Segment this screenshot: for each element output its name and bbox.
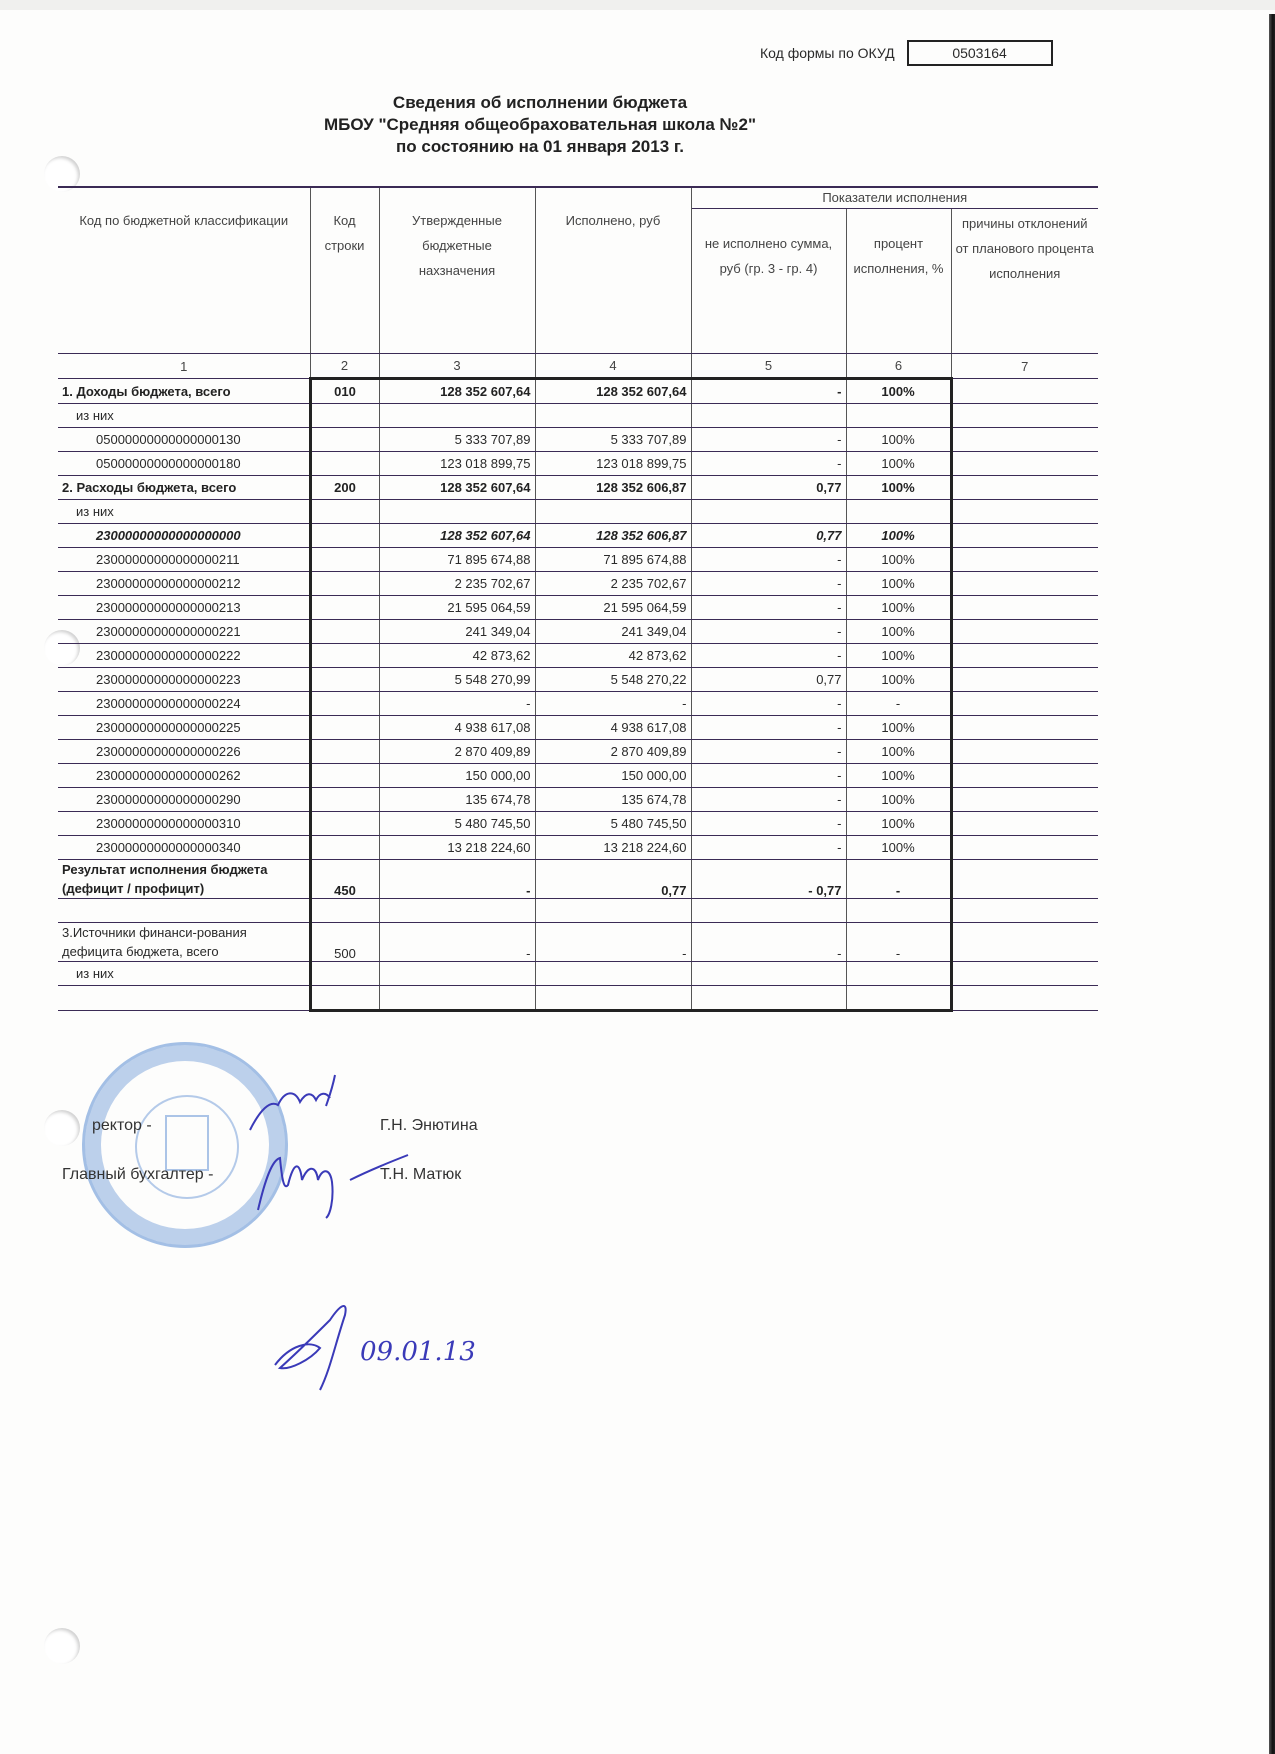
cell-line [310, 548, 379, 572]
table-row [58, 500, 1098, 524]
cell-line [310, 788, 379, 812]
cell-executed: 21 595 064,59 [535, 596, 691, 620]
cell-reason [951, 692, 1098, 716]
cell-executed: 13 218 224,60 [535, 836, 691, 860]
cell-line [310, 452, 379, 476]
cell-line: 010 [310, 379, 379, 404]
cell-executed: 128 352 606,87 [535, 476, 691, 500]
cell-executed [535, 962, 691, 986]
director-label: ректор - [92, 1117, 152, 1134]
cell-executed: 128 352 607,64 [535, 379, 691, 404]
cell-name: из них [58, 962, 310, 986]
cell-reason [951, 788, 1098, 812]
cell-not-executed: 0,77 [691, 476, 846, 500]
cell-percent: 100% [846, 812, 951, 836]
cell-percent: 100% [846, 644, 951, 668]
cell-percent: 100% [846, 379, 951, 404]
cell-approved: 5 333 707,89 [379, 428, 535, 452]
cell-approved: 2 870 409,89 [379, 740, 535, 764]
cell-approved: 5 480 745,50 [379, 812, 535, 836]
cell-approved: - [379, 860, 535, 899]
cell-line [310, 692, 379, 716]
cell-percent: 100% [846, 596, 951, 620]
cell-approved: 21 595 064,59 [379, 596, 535, 620]
cell-executed: 0,77 [535, 860, 691, 899]
cell-name: 05000000000000000130 [58, 428, 310, 452]
cell-reason [951, 812, 1098, 836]
cell-line [310, 962, 379, 986]
accountant-signature [250, 1140, 410, 1220]
cell-name: 23000000000000000340 [58, 836, 310, 860]
table-row [58, 524, 1098, 548]
cell-percent [846, 986, 951, 1011]
colnum: 5 [691, 354, 846, 379]
cell-line [310, 899, 379, 923]
cell-executed: 5 480 745,50 [535, 812, 691, 836]
table-row [58, 452, 1098, 476]
cell-approved: 241 349,04 [379, 620, 535, 644]
cell-approved: 128 352 607,64 [379, 524, 535, 548]
cell-percent: 100% [846, 452, 951, 476]
cell-reason [951, 379, 1098, 404]
document-title [240, 92, 840, 158]
cell-executed: 42 873,62 [535, 644, 691, 668]
colnum: 7 [951, 354, 1098, 379]
header-row-1 [58, 187, 1098, 209]
cell-percent: 100% [846, 572, 951, 596]
cell-executed: 150 000,00 [535, 764, 691, 788]
okud-value: 0503164 [907, 40, 1053, 66]
cell-approved [379, 404, 535, 428]
cell-percent: - [846, 692, 951, 716]
cell-reason [951, 404, 1098, 428]
cell-reason [951, 644, 1098, 668]
cell-executed [535, 404, 691, 428]
cell-percent: 100% [846, 668, 951, 692]
handwritten-initials-date [260, 1290, 500, 1400]
table-row [58, 476, 1098, 500]
director-signature [240, 1070, 340, 1140]
cell-executed: 2 235 702,67 [535, 572, 691, 596]
cell-executed [535, 986, 691, 1011]
cell-not-executed: - [691, 788, 846, 812]
header-indicators-group: Показатели исполнения [691, 187, 1098, 209]
table-row [58, 788, 1098, 812]
cell-name: 23000000000000000212 [58, 572, 310, 596]
header-reasons: причины отклонений от планового процента исполнения [951, 209, 1098, 354]
cell-line [310, 428, 379, 452]
table-row [58, 548, 1098, 572]
okud-form-code [760, 40, 1053, 66]
cell-line [310, 740, 379, 764]
cell-name: 2. Расходы бюджета, всего [58, 476, 310, 500]
cell-name: 3.Источники финанси-рования дефицита бюджета, всего [58, 923, 310, 962]
cell-not-executed [691, 986, 846, 1011]
scan-top-edge [0, 0, 1275, 10]
cell-reason [951, 836, 1098, 860]
director-name: Г.Н. Энютина [380, 1117, 478, 1134]
cell-approved: 135 674,78 [379, 788, 535, 812]
header-percent: процент исполнения, % [846, 209, 951, 354]
scan-right-edge [1269, 14, 1275, 1754]
cell-approved: 42 873,62 [379, 644, 535, 668]
table-row [58, 764, 1098, 788]
cell-reason [951, 524, 1098, 548]
cell-reason [951, 620, 1098, 644]
cell-name: 23000000000000000224 [58, 692, 310, 716]
cell-approved: - [379, 692, 535, 716]
cell-percent: 100% [846, 524, 951, 548]
cell-percent: - [846, 860, 951, 899]
cell-not-executed: - [691, 812, 846, 836]
table-row [58, 836, 1098, 860]
cell-percent [846, 962, 951, 986]
okud-label: Код формы по ОКУД [760, 45, 895, 61]
cell-reason [951, 764, 1098, 788]
cell-not-executed: 0,77 [691, 524, 846, 548]
header-line-code: Код строки [310, 187, 379, 354]
cell-reason [951, 923, 1098, 962]
cell-name: 23000000000000000211 [58, 548, 310, 572]
cell-reason [951, 668, 1098, 692]
cell-executed: 135 674,78 [535, 788, 691, 812]
cell-not-executed: - [691, 716, 846, 740]
table-row [58, 572, 1098, 596]
cell-reason [951, 740, 1098, 764]
budget-execution-table [58, 186, 1098, 1012]
cell-line [310, 644, 379, 668]
cell-percent [846, 899, 951, 923]
cell-reason [951, 962, 1098, 986]
cell-reason [951, 860, 1098, 899]
cell-name: 23000000000000000000 [58, 524, 310, 548]
cell-approved [379, 899, 535, 923]
accountant-label: Главный бухгалтер - [62, 1166, 214, 1183]
cell-approved: 128 352 607,64 [379, 476, 535, 500]
cell-approved: 71 895 674,88 [379, 548, 535, 572]
cell-not-executed [691, 500, 846, 524]
table-row [58, 716, 1098, 740]
cell-name: 23000000000000000213 [58, 596, 310, 620]
title-line-3: по состоянию на 01 января 2013 г. [396, 137, 684, 156]
cell-approved: 123 018 899,75 [379, 452, 535, 476]
cell-reason [951, 986, 1098, 1011]
cell-approved [379, 962, 535, 986]
cell-line [310, 668, 379, 692]
cell-name: 23000000000000000290 [58, 788, 310, 812]
cell-line [310, 620, 379, 644]
punch-hole [44, 1110, 80, 1146]
cell-not-executed: - [691, 379, 846, 404]
table-row [58, 962, 1098, 986]
cell-executed: 2 870 409,89 [535, 740, 691, 764]
cell-line: 500 [310, 923, 379, 962]
cell-executed [535, 899, 691, 923]
cell-not-executed: - [691, 548, 846, 572]
table-row [58, 620, 1098, 644]
cell-approved: 4 938 617,08 [379, 716, 535, 740]
cell-not-executed [691, 404, 846, 428]
cell-executed: 123 018 899,75 [535, 452, 691, 476]
cell-reason [951, 596, 1098, 620]
handwritten-date: 09.01.13 [360, 1337, 476, 1367]
column-number-row [58, 354, 1098, 379]
cell-executed: - [535, 692, 691, 716]
cell-name [58, 899, 310, 923]
cell-reason [951, 716, 1098, 740]
cell-executed: 4 938 617,08 [535, 716, 691, 740]
table-row [58, 379, 1098, 404]
table-row [58, 923, 1098, 962]
cell-executed: 241 349,04 [535, 620, 691, 644]
colnum: 4 [535, 354, 691, 379]
cell-line [310, 404, 379, 428]
cell-approved: 150 000,00 [379, 764, 535, 788]
cell-line [310, 812, 379, 836]
cell-percent: 100% [846, 788, 951, 812]
table-row [58, 668, 1098, 692]
cell-percent: 100% [846, 620, 951, 644]
cell-executed: - [535, 923, 691, 962]
cell-name: 23000000000000000226 [58, 740, 310, 764]
cell-not-executed: - [691, 620, 846, 644]
colnum: 1 [58, 354, 310, 379]
cell-line: 450 [310, 860, 379, 899]
cell-line [310, 524, 379, 548]
cell-name: из них [58, 500, 310, 524]
table-row [58, 740, 1098, 764]
cell-not-executed: - [691, 596, 846, 620]
cell-percent: 100% [846, 476, 951, 500]
cell-line [310, 986, 379, 1011]
cell-line [310, 716, 379, 740]
cell-percent: 100% [846, 428, 951, 452]
cell-not-executed: - [691, 740, 846, 764]
colnum: 2 [310, 354, 379, 379]
table-row [58, 986, 1098, 1011]
header-executed: Исполнено, руб [535, 187, 691, 354]
cell-approved: - [379, 923, 535, 962]
title-line-2: МБОУ "Средняя общеобраховательная школа №2" [323, 115, 757, 134]
cell-line: 200 [310, 476, 379, 500]
cell-not-executed: - [691, 644, 846, 668]
cell-name: 23000000000000000221 [58, 620, 310, 644]
cell-not-executed: 0,77 [691, 668, 846, 692]
cell-not-executed: - [691, 692, 846, 716]
cell-name [58, 986, 310, 1011]
cell-approved: 2 235 702,67 [379, 572, 535, 596]
cell-name: из них [58, 404, 310, 428]
cell-approved [379, 986, 535, 1011]
table-row [58, 860, 1098, 899]
cell-not-executed: - [691, 923, 846, 962]
cell-approved: 128 352 607,64 [379, 379, 535, 404]
table-row [58, 404, 1098, 428]
cell-percent: 100% [846, 548, 951, 572]
cell-line [310, 764, 379, 788]
cell-executed: 5 548 270,22 [535, 668, 691, 692]
cell-name: 23000000000000000262 [58, 764, 310, 788]
cell-line [310, 500, 379, 524]
cell-approved [379, 500, 535, 524]
cell-name: 05000000000000000180 [58, 452, 310, 476]
cell-line [310, 596, 379, 620]
cell-not-executed [691, 962, 846, 986]
cell-percent: 100% [846, 740, 951, 764]
cell-reason [951, 452, 1098, 476]
table-row [58, 899, 1098, 923]
cell-name: 1. Доходы бюджета, всего [58, 379, 310, 404]
cell-executed [535, 500, 691, 524]
cell-name: 23000000000000000222 [58, 644, 310, 668]
header-not-executed: не исполнено сумма, руб (гр. 3 - гр. 4) [691, 209, 846, 354]
cell-not-executed: - 0,77 [691, 860, 846, 899]
cell-not-executed: - [691, 836, 846, 860]
stamp-emblem-icon [165, 1115, 209, 1171]
cell-not-executed: - [691, 572, 846, 596]
cell-line [310, 836, 379, 860]
cell-executed: 128 352 606,87 [535, 524, 691, 548]
cell-reason [951, 572, 1098, 596]
cell-executed: 5 333 707,89 [535, 428, 691, 452]
table-row [58, 692, 1098, 716]
table-row [58, 812, 1098, 836]
cell-name: 23000000000000000310 [58, 812, 310, 836]
cell-not-executed [691, 899, 846, 923]
colnum: 3 [379, 354, 535, 379]
cell-not-executed: - [691, 428, 846, 452]
cell-line [310, 572, 379, 596]
cell-not-executed: - [691, 764, 846, 788]
table-row [58, 644, 1098, 668]
title-line-1: Сведения об исполнении бюджета [392, 93, 688, 112]
cell-reason [951, 500, 1098, 524]
cell-percent: 100% [846, 836, 951, 860]
cell-reason [951, 476, 1098, 500]
header-approved: Утвержденные бюджетные нахзначения [379, 187, 535, 354]
accountant-name: Т.Н. Матюк [380, 1166, 462, 1183]
colnum: 6 [846, 354, 951, 379]
cell-name: Результат исполнения бюджета (дефицит / профицит) [58, 860, 310, 899]
punch-hole [44, 1628, 80, 1664]
cell-approved: 5 548 270,99 [379, 668, 535, 692]
cell-percent [846, 500, 951, 524]
table-row [58, 428, 1098, 452]
cell-not-executed: - [691, 452, 846, 476]
cell-executed: 71 895 674,88 [535, 548, 691, 572]
cell-reason [951, 428, 1098, 452]
header-budget-code: Код по бюджетной классификации [58, 187, 310, 354]
table-row [58, 596, 1098, 620]
cell-percent: - [846, 923, 951, 962]
cell-approved: 13 218 224,60 [379, 836, 535, 860]
cell-percent: 100% [846, 764, 951, 788]
cell-percent: 100% [846, 716, 951, 740]
cell-name: 23000000000000000223 [58, 668, 310, 692]
cell-reason [951, 548, 1098, 572]
cell-percent [846, 404, 951, 428]
cell-reason [951, 899, 1098, 923]
cell-name: 23000000000000000225 [58, 716, 310, 740]
